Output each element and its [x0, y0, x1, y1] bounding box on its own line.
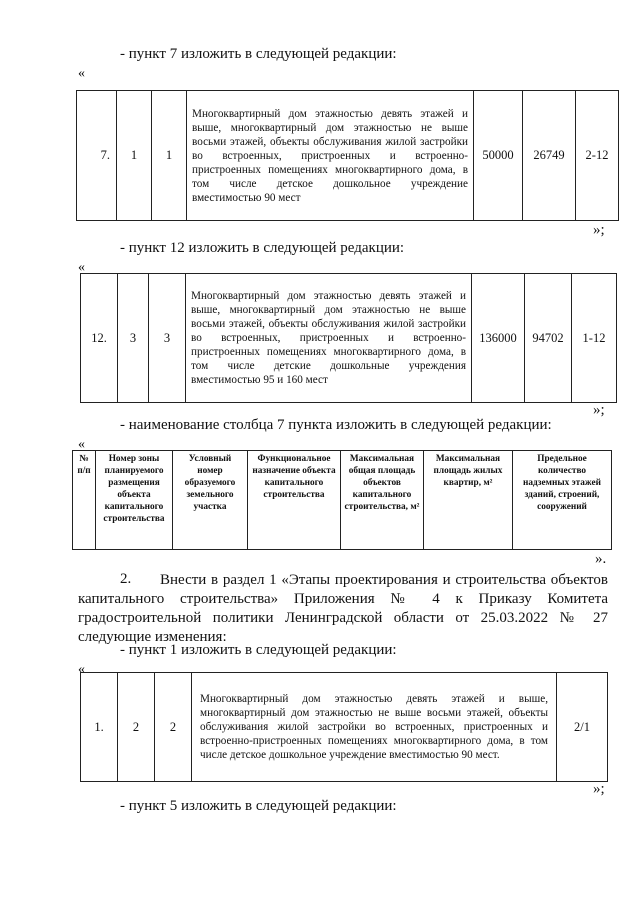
cell-purpose: Многоквартирный дом этажностью девять этажей и выше, многоквартирный дом этажностью не выше восьми этажей, объекты обслуживания жилой застройки во встроенных, пристроенных и встроенно-пристроенных помещениях многоквартирного дома, в том числе детские дошкольные учреждения вместимостью 95 и 160 мест: [186, 274, 472, 403]
paragraph-number: 2.: [120, 571, 132, 587]
cell-zone: 3: [118, 274, 149, 403]
cell-living-area: 26749: [523, 91, 576, 221]
cell-living-area: 94702: [525, 274, 572, 403]
cell-zone: 2: [118, 673, 155, 782]
open-quote: «: [78, 437, 85, 452]
cell-floors: 1-12: [572, 274, 617, 403]
close-quote: ».: [595, 551, 607, 567]
open-quote: «: [78, 260, 85, 275]
table-row: [81, 673, 608, 782]
cell-total-area: 50000: [474, 91, 523, 221]
cell-total-area: 136000: [472, 274, 525, 403]
open-quote: «: [78, 66, 85, 81]
cell-plot: 3: [149, 274, 186, 403]
table-point-12: [80, 273, 617, 403]
table-row: [81, 274, 617, 403]
header-number: № п/п: [73, 451, 96, 550]
cell-number: 7.: [77, 91, 117, 221]
table-row: [73, 451, 612, 550]
cell-purpose: Многоквартирный дом этажностью девять этажей и выше, многоквартирный дом этажностью не выше восьми этажей, объекты обслуживания жилой застройки во встроенных, пристроенных и встроенно-пристроенных помещениях многоквартирного дома, в том числе детское дошкольное учреждение вместимостью 90 мест: [187, 91, 474, 221]
cell-number: 1.: [81, 673, 118, 782]
header-living-area: Максимальная площадь жилых квартир, м²: [424, 451, 513, 550]
close-quote: »;: [593, 402, 605, 418]
cell-purpose: Многоквартирный дом этажностью девять этажей и выше, многоквартирный дом этажностью не выше восьми этажей, объекты обслуживания жилой застройки во встроенных, пристроенных и встроенно-пристроенных помещениях многоквартирного дома, в том числе детское дошкольное учреждение вместимостью 90 мест.: [192, 673, 557, 782]
cell-zone: 1: [117, 91, 152, 221]
paragraph-2: Внести в раздел 1 «Этапы проектирования и строительства объектов капитального строительства» Приложения № 4 к Приказу Комитета градостроительной политики Ленинградской области от 25.03.2022 № 27 следующие изменения:: [78, 572, 608, 645]
instruction-point-1: - пункт 1 изложить в следующей редакции:: [120, 642, 397, 658]
table-point-1: [80, 672, 608, 782]
close-quote: »;: [593, 781, 605, 797]
cell-floors: 2-12: [576, 91, 619, 221]
instruction-point-12: - пункт 12 изложить в следующей редакции:: [120, 240, 405, 256]
cell-plot: 1: [152, 91, 187, 221]
header-plot: Условный номер образуемого земельного участка: [173, 451, 248, 550]
header-total-area: Максимальная общая площадь объектов капитального строительства, м²: [341, 451, 424, 550]
table-row: [77, 91, 619, 221]
instruction-point-5: - пункт 5 изложить в следующей редакции:: [120, 798, 397, 814]
header-floors: Предельное количество надземных этажей зданий, строений, сооружений: [513, 451, 612, 550]
close-quote: »;: [593, 222, 605, 238]
table-point-7: [76, 90, 619, 221]
header-purpose: Функциональное назначение объекта капитального строительства: [248, 451, 341, 550]
header-zone: Номер зоны планируемого размещения объекта капитального строительства: [96, 451, 173, 550]
cell-plot: 2: [155, 673, 192, 782]
open-quote: «: [78, 662, 85, 677]
cell-number: 12.: [81, 274, 118, 403]
instruction-point-7: - пункт 7 изложить в следующей редакции:: [120, 46, 397, 62]
cell-stage: 2/1: [557, 673, 608, 782]
instruction-column-7: - наименование столбца 7 пункта изложить в следующей редакции:: [120, 417, 552, 433]
table-header-column-7: [72, 450, 612, 550]
